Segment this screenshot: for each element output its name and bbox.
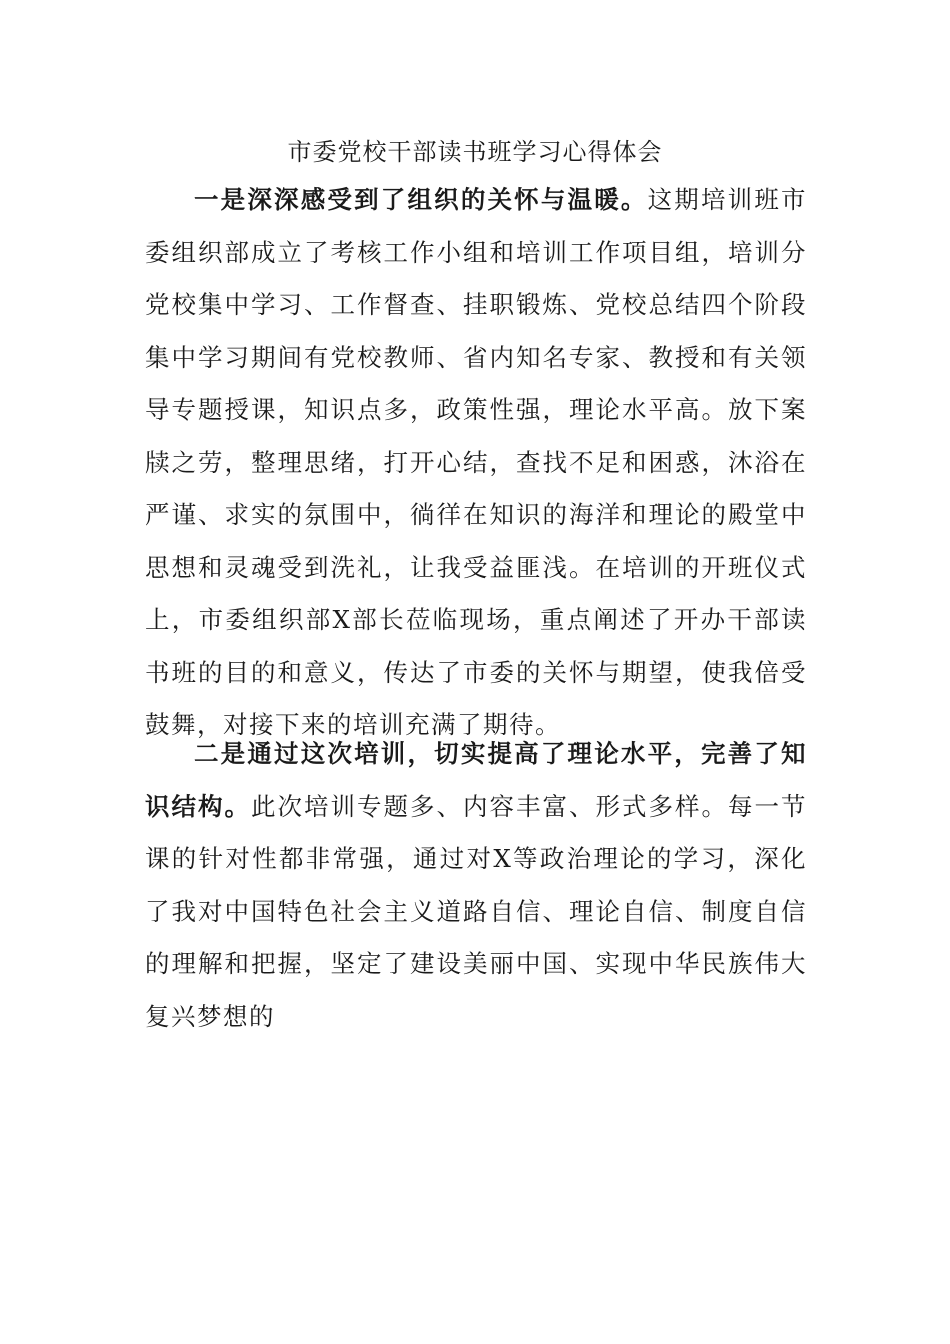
paragraph-2-lead: 二是通过这次培训，切实提高了理论水平，完善了知识结构。 <box>145 739 807 821</box>
paragraph-2-body: 此次培训专题多、内容丰富、形式多样。每一节课的针对性都非常强，通过对X等政治理论的学习，深化了我对中国特色社会主义道路自信、理论自信、制度自信的理解和把握，坚定了建设美丽中国、实现中华民族伟大复兴梦想的 <box>145 791 807 1031</box>
paragraph-2 <box>145 728 807 1043</box>
document-title: 市委党校干部读书班学习心得体会 <box>287 138 663 166</box>
paragraph-1-lead: 一是深深感受到了组织的关怀与温暖。 <box>194 185 648 214</box>
paragraph-1-body: 这期培训班市委组织部成立了考核工作小组和培训工作项目组，培训分党校集中学习、工作督查、挂职锻炼、党校总结四个阶段集中学习期间有党校教师、省内知名专家、教授和有关领导专题授课，知识点多，政策性强，理论水平高。放下案牍之劳，整理思绪，打开心结，查找不足和困惑，沐浴在严谨、求实的氛围中，徜徉在知识的海洋和理论的殿堂中思想和灵魂受到洗礼，让我受益匪浅。在培训的开班仪式上，市委组织部X部长莅临现场，重点阐述了开办干部读书班的目的和意义，传达了市委的关怀与期望，使我倍受鼓舞，对接下来的培训充满了期待。 <box>145 185 808 739</box>
paragraph-1 <box>145 174 807 752</box>
